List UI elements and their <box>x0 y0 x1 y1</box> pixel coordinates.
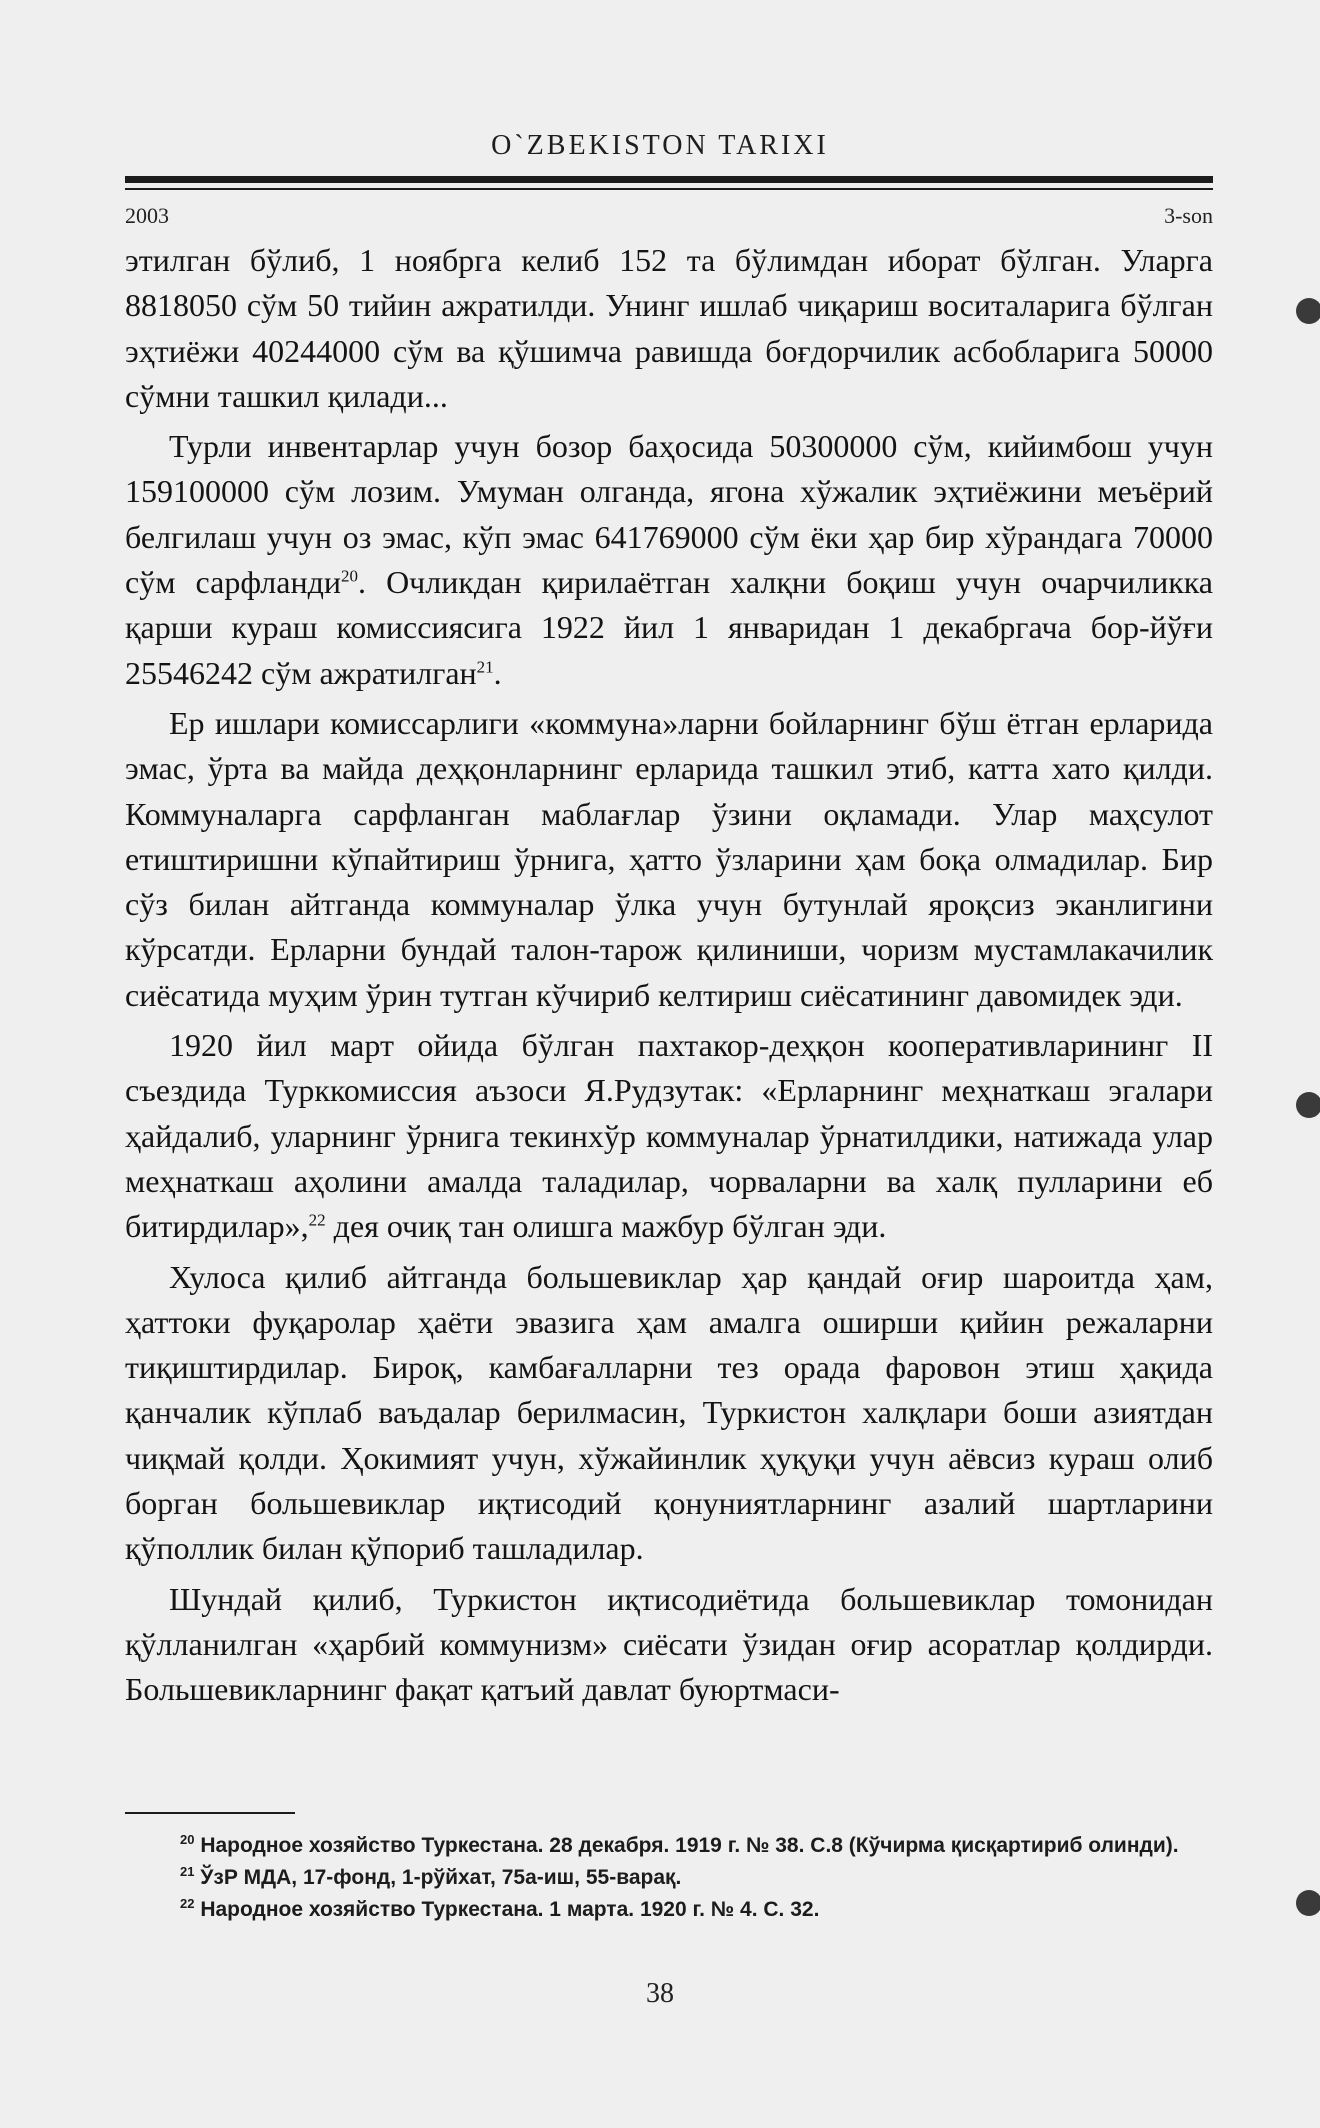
footnote-22 <box>125 1894 1213 1926</box>
paragraph-text: Шундай қилиб, Туркистон иқтисодиётида большевиклар томонидан қўлланилган «ҳарбий коммунизм» сиёсати ўзидан оғир асоратлар қолдирди. Большевикларнинг фақат қатъий давлат буюртмаси- <box>125 1580 1213 1708</box>
footnote-text: Народное хозяйство Туркестана. 1 марта. 1920 г. № 4. С. 32. <box>200 1898 820 1921</box>
footnote-text: Народное хозяйство Туркестана. 28 декабря. 1919 г. № 38. С.8 (Кўчирма қисқартириб олинди). <box>200 1834 1179 1857</box>
paragraph-1 <box>125 238 1213 419</box>
paragraph-2 <box>125 424 1213 696</box>
paragraph-6 <box>125 1577 1213 1713</box>
paragraph-text: Ер ишлари комиссарлиги «коммуна»ларни бойларнинг бўш ётган ерларида эмас, ўрта ва майда деҳқонларнинг ерларида ташкил этиб, катта хато қилди. Коммуналарга сарфланган маблағлар ўзини оқламади. Улар маҳсулот етиштиришни кўпайтириш ўрнига, ҳатто ўзларини ҳам боқа олмадилар. Бир сўз билан айтганда коммуналар ўлка учун бутунлай яроқсиз эканлигини кўрсатди. Ерларни бундай талон-тарож қилиниши, чоризм мустамлакачилик сиёсатида муҳим ўрин тутган кўчириб келтириш сиёсатининг давомидек эди. <box>125 704 1213 1013</box>
issue-year: 2003 <box>125 203 169 228</box>
header-rule-thick <box>125 176 1213 183</box>
issue-number: 3-son <box>1164 203 1213 228</box>
header-rule-thin <box>125 188 1213 190</box>
journal-title: O`ZBEKISTON TARIXI <box>491 130 829 161</box>
paragraph-text: . Очликдан қирилаётган халқни боқиш учун очарчиликка қарши кураш комиссиясига 1922 йил 1 январидан 1 декабргача бор-йўғи 25546242 сўм ажратилган <box>125 564 1214 691</box>
footnote-ref[interactable]: 22 <box>308 1210 326 1230</box>
paragraph-3 <box>125 701 1213 1018</box>
article-body <box>125 238 1213 1718</box>
footnote-number: 21 <box>180 1864 195 1879</box>
page-number: 38 <box>646 1978 674 2009</box>
footnote-number: 20 <box>180 1832 195 1847</box>
footnote-20 <box>125 1830 1213 1862</box>
footnote-ref[interactable]: 21 <box>476 657 494 677</box>
paragraph-text: Турли инвентарлар учун бозор баҳосида 50300000 сўм, кийимбош учун 159100000 сўм лозим. Умуман олганда, ягона хўжалик эҳтиёжини меъёрий белгилаш учун оз эмас, кўп эмас 641769000 сўм ёки ҳар бир хўрандага 70000 сўм сарфланди <box>125 428 1213 601</box>
footnote-separator <box>125 1812 295 1814</box>
paragraph-text: . <box>493 654 502 691</box>
binding-hole <box>1296 1092 1320 1118</box>
paragraph-text: этилган бўлиб, 1 ноябрга келиб 152 та бўлимдан иборат бўлган. Уларга 8818050 сўм 50 тийин ажратилди. Унинг ишлаб чиқариш воситаларига бўлган эҳтиёжи 40244000 сўм ва қўшимча равишда боғдорчилик асбобларига 50000 сўмни ташкил қилади... <box>125 242 1213 414</box>
paragraph-text: дея очиқ тан олишга мажбур бўлган эди. <box>325 1208 887 1245</box>
binding-hole <box>1296 298 1320 324</box>
footnote-number: 22 <box>180 1896 195 1911</box>
footnote-text: ЎзР МДА, 17-фонд, 1-рўйхат, 75а-иш, 55-варақ. <box>200 1866 682 1889</box>
paragraph-text: Хулоса қилиб айтганда большевиклар ҳар қандай оғир шароитда ҳам, ҳаттоки фуқаролар ҳаёти эвазига ҳам амалга оширши қийин режаларни тиқиштирдилар. Бироқ, камбағалларни тез орада фаровон этиш ҳақида қанчалик кўплаб ваъдалар берилмасин, Туркистон халқлари боши азиятдан чиқмай қолди. Ҳокимият учун, хўжайинлик ҳуқуқи учун аёвсиз кураш олиб борган большевиклар иқтисодий қонуниятларнинг азалий шартларини қўполлик билан қўпориб ташладилар. <box>125 1258 1213 1567</box>
binding-hole <box>1296 1890 1320 1916</box>
paragraph-4 <box>125 1023 1213 1249</box>
paragraph-text: 1920 йил март ойида бўлган пахтакор-деҳқон кооперативларининг II съездида Турккомиссия аъзоси Я.Рудзутак: «Ерларнинг меҳнаткаш эгалари ҳайдалиб, уларнинг ўрнига текинхўр коммуналар ўрнатилдики, натижада улар меҳнаткаш аҳолини амалда таладилар, чорваларни ва халқ пулларини еб битирдилар», <box>125 1027 1213 1245</box>
footnote-21 <box>125 1862 1213 1894</box>
paragraph-5 <box>125 1255 1213 1572</box>
footnote-ref[interactable]: 20 <box>340 566 358 586</box>
footnotes <box>125 1830 1213 1926</box>
